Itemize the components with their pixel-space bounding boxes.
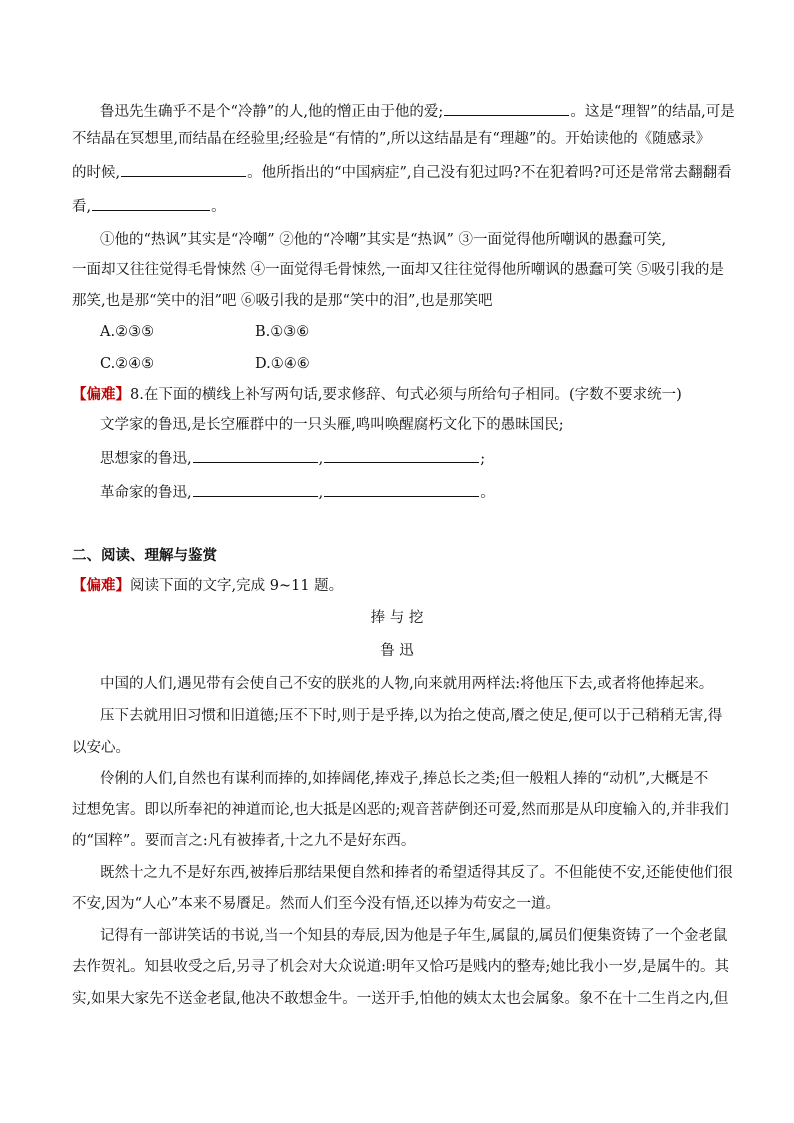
passage-paragraph: 既然十之九不是好东西,被捧后那结果便自然和捧者的希望适得其反了。不但能使不安,还能使他们很	[100, 865, 733, 881]
option-a[interactable]: A.②③⑤	[100, 324, 155, 340]
answer-blank[interactable]	[324, 448, 479, 463]
passage-paragraph: 压下去就用旧习惯和旧道德;压不下时,则于是乎捧,以为抬之使高,餍之使足,便可以于己稍稍无害,得	[100, 708, 723, 724]
passage-paragraph: 伶俐的人们,自然也有谋利而捧的,如捧阔佬,捧戏子,捧总长之类;但一般粗人捧的“动机”,大概是不	[100, 771, 709, 787]
passage-paragraph: 记得有一部讲笑话的书说,当一个知县的寿辰,因为他是子年生,属鼠的,属员们便集资铸了一个金老鼠	[100, 928, 728, 944]
passage-line: 去作贺礼。知县收受之后,另寻了机会对大众说道:明年又恰巧是贱内的整寿;她比我小一岁,是属牛的。其	[72, 959, 729, 975]
q7-choices-1: ①他的“热讽”其实是“冷嘲” ②他的“冷嘲”其实是“热讽” ③一面觉得他所嘲讽的愚蠢可笑,	[100, 232, 667, 248]
passage-line: 以安心。	[72, 740, 130, 756]
q7-choices-2: 一面却又往往觉得毛骨悚然 ④一面觉得毛骨悚然,一面却又往往觉得他所嘲讽的愚蠢可笑 ⑤吸引我的是	[72, 262, 724, 278]
option-b[interactable]: B.①③⑥	[255, 324, 310, 340]
answer-blank[interactable]	[324, 482, 479, 497]
passage-line: 实,如果大家先不送金老鼠,他决不敢想金牛。一送开手,怕他的姨太太也会属象。象不在十二生肖之内,但	[72, 991, 729, 1007]
q7-line-1: 鲁迅先生确乎不是个“冷静”的人,他的憎正由于他的爱; 。这是“理智”的结晶,可是	[100, 101, 756, 123]
q7-line-4: 看, 。	[72, 196, 728, 218]
answer-blank[interactable]	[193, 482, 318, 497]
option-c[interactable]: C.②④⑤	[100, 356, 155, 372]
difficulty-tag: 【偏难】	[72, 386, 130, 403]
option-d[interactable]: D.①④⑥	[255, 356, 310, 372]
section-heading: 二、阅读、理解与鉴赏	[72, 548, 217, 564]
article-title: 捧 与 挖	[370, 610, 424, 626]
answer-blank[interactable]	[121, 162, 246, 177]
passage-line: 过想免害。即以所奉祀的神道而论,也大抵是凶恶的;观音菩萨倒还可爱,然而那是从印度输入的,并非我们	[72, 802, 729, 818]
passage-paragraph: 中国的人们,遇见带有会使自己不安的朕兆的人物,向来就用两样法:将他压下去,或者将他捧起来。	[100, 676, 714, 692]
q7-choices-3: 那笑,也是那“笑中的泪”吧 ⑥吸引我的是那“笑中的泪”,也是那笑吧	[72, 293, 493, 309]
q7-line-3: 的时候, 。他所指出的“中国病症”,自己没有犯过吗?不在犯着吗?可还是常常去翻翻看	[72, 162, 728, 184]
q7-line-2: 不结晶在冥想里,而结晶在经验里;经验是“有情的”,所以这结晶是有“理趣”的。开始读他的《随感录》	[72, 131, 711, 147]
passage-line: 不安,因为“人心”本来不易餍足。然而人们至今没有悟,还以捧为苟安之一道。	[72, 896, 561, 912]
answer-blank[interactable]	[193, 448, 318, 463]
article-author: 鲁 迅	[380, 643, 414, 659]
difficulty-tag: 【偏难】	[72, 577, 130, 594]
q8-revolutionary-line: 革命家的鲁迅, , 。	[100, 482, 756, 504]
answer-blank[interactable]	[92, 196, 210, 211]
section-instruction: 【偏难】阅读下面的文字,完成 9~11 题。	[72, 577, 344, 594]
q8-thinker-line: 思想家的鲁迅, , ;	[100, 448, 756, 470]
q8-example: 文学家的鲁迅,是长空雁群中的一只头雁,鸣叫唤醒腐朽文化下的愚昧国民;	[100, 417, 564, 433]
passage-line: 的“国粹”。要而言之:凡有被捧者,十之九不是好东西。	[72, 833, 416, 849]
answer-blank[interactable]	[444, 101, 569, 116]
q8-prompt: 【偏难】8.在下面的横线上补写两句话,要求修辞、句式必须与所给句子相同。(字数不要求统一)	[72, 386, 682, 403]
